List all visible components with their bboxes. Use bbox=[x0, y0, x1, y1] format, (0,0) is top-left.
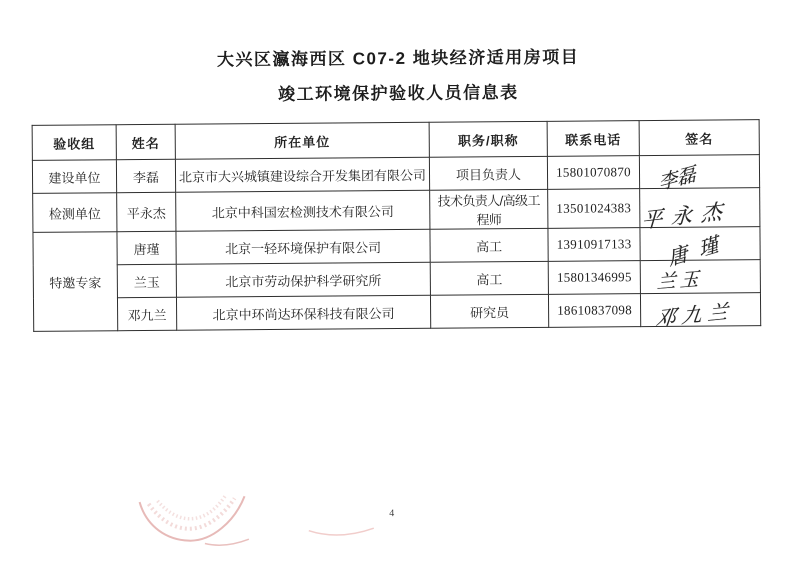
document-title: 大兴区瀛海西区 C07-2 地块经济适用房项目 bbox=[216, 47, 580, 70]
header-name: 姓名 bbox=[116, 124, 175, 159]
name-cell: 唐瑾 bbox=[117, 231, 176, 264]
group-cell: 建设单位 bbox=[32, 160, 116, 194]
page-number: 4 bbox=[389, 508, 395, 520]
red-seal-stamp-icon bbox=[116, 450, 387, 557]
position-cell: 研究员 bbox=[430, 294, 548, 328]
phone-cell: 15801346995 bbox=[548, 261, 640, 295]
position-cell: 高工 bbox=[430, 261, 548, 295]
phone-cell: 13910917133 bbox=[548, 228, 640, 262]
phone-cell: 18610837098 bbox=[548, 294, 640, 328]
signature-cell bbox=[639, 155, 759, 195]
handwritten-signature: 唐瑾 bbox=[665, 230, 732, 271]
handwritten-signature: 邓九兰 bbox=[654, 300, 735, 331]
header-position: 职务/职称 bbox=[429, 121, 547, 157]
header-acceptance-group: 验收组 bbox=[32, 125, 116, 161]
header-signature: 签名 bbox=[639, 120, 759, 156]
org-cell: 北京市大兴城镇建设综合开发集团有限公司 bbox=[175, 157, 429, 192]
name-cell: 李磊 bbox=[116, 159, 175, 192]
name-cell: 邓九兰 bbox=[117, 297, 176, 330]
signature-cell bbox=[640, 293, 760, 331]
phone-cell: 15801070870 bbox=[547, 156, 639, 190]
position-cell: 技术负责人/高级工程师 bbox=[430, 189, 548, 229]
signature-cell bbox=[640, 227, 760, 271]
org-cell: 北京市劳动保护科学研究所 bbox=[176, 262, 430, 297]
handwritten-signature: 李磊 bbox=[658, 163, 698, 195]
phone-cell: 13501024383 bbox=[548, 189, 640, 229]
org-cell: 北京中科国宏检测技术有限公司 bbox=[176, 190, 430, 231]
table-row bbox=[33, 188, 760, 233]
handwritten-signature: 平永杰 bbox=[640, 199, 732, 233]
table-header-row bbox=[32, 120, 759, 161]
name-cell: 平永杰 bbox=[117, 192, 176, 231]
org-cell: 北京中环尚达环保科技有限公司 bbox=[176, 295, 430, 330]
signature-cell bbox=[640, 260, 760, 294]
position-cell: 项目负责人 bbox=[429, 156, 547, 190]
document-subtitle: 竣工环境保护验收人员信息表 bbox=[278, 83, 519, 104]
signature-cell bbox=[640, 188, 760, 233]
handwritten-signature: 兰玉 bbox=[656, 268, 704, 294]
header-organization: 所在单位 bbox=[175, 122, 429, 159]
header-phone: 联系电话 bbox=[547, 121, 639, 157]
personnel-table bbox=[32, 119, 762, 332]
group-cell: 特邀专家 bbox=[33, 232, 118, 332]
group-cell: 检测单位 bbox=[33, 193, 117, 233]
table-row bbox=[33, 293, 760, 332]
org-cell: 北京一轻环境保护有限公司 bbox=[176, 229, 430, 264]
name-cell: 兰玉 bbox=[117, 264, 176, 297]
position-cell: 高工 bbox=[430, 228, 548, 262]
